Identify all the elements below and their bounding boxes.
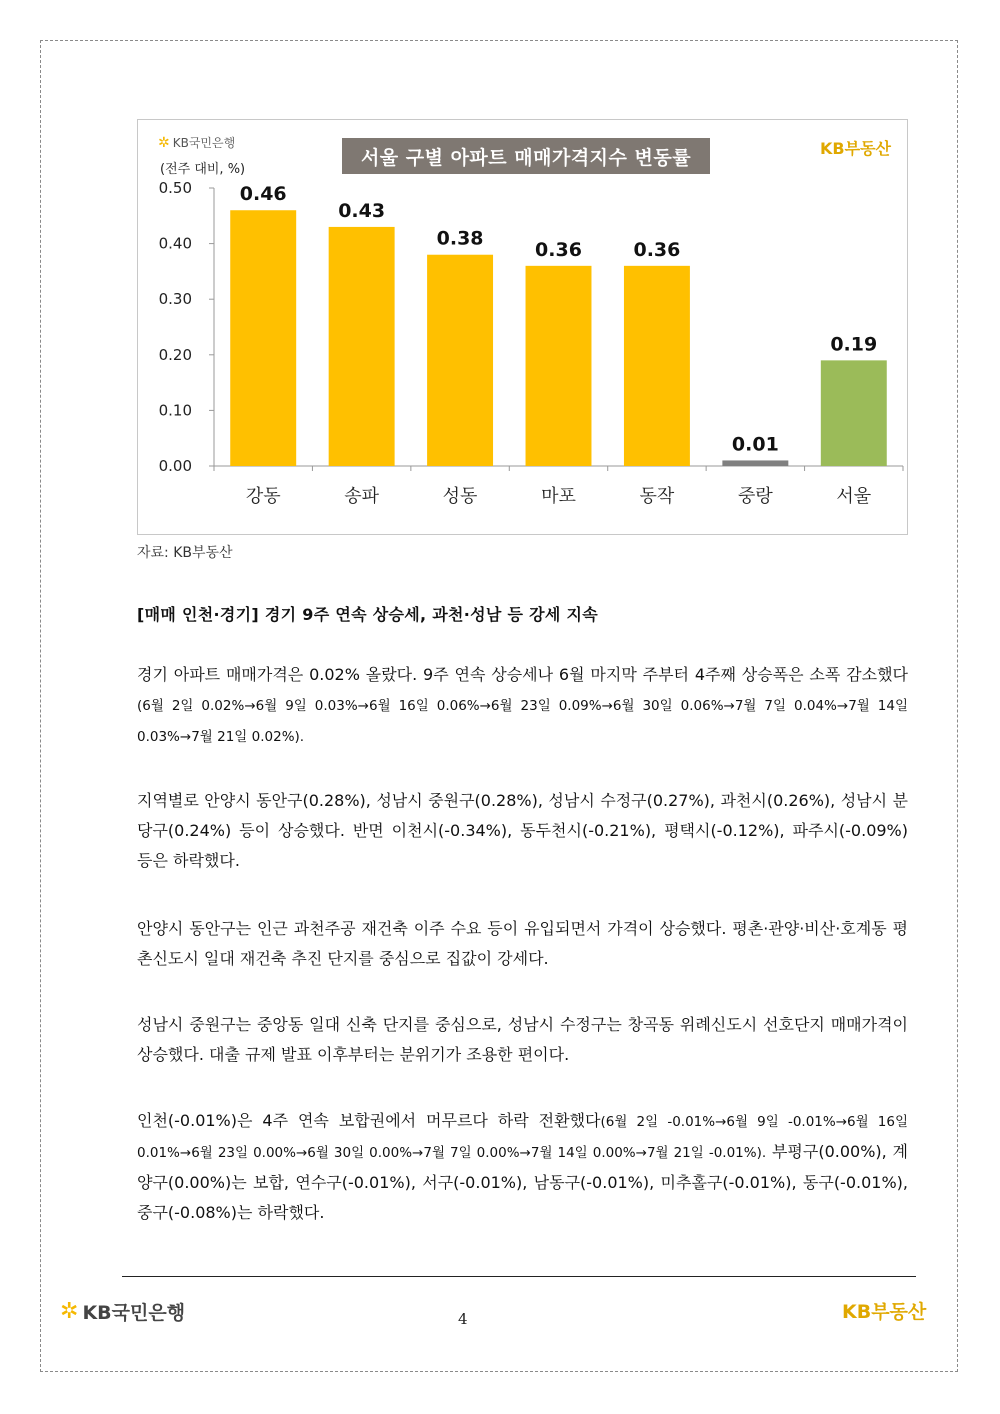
x-category-label: 강동 bbox=[245, 486, 281, 507]
x-category-label: 서울 bbox=[836, 486, 872, 507]
y-tick-label: 0.30 bbox=[158, 290, 192, 309]
x-category-label: 마포 bbox=[541, 486, 576, 507]
section-heading: [매매 인천·경기] 경기 9주 연속 상승세, 과천·성남 등 강세 지속 bbox=[137, 605, 599, 624]
footer-realty-logo: KB부동산 bbox=[842, 1301, 927, 1323]
chart-unit-label: (전주 대비, %) bbox=[160, 162, 246, 177]
footer-bank-logo-text: KB국민은행 bbox=[82, 1302, 186, 1324]
bar-value-label: 0.38 bbox=[436, 227, 484, 250]
bar bbox=[722, 460, 788, 466]
chart-realty-logo: KB부동산 bbox=[820, 139, 891, 158]
bar-value-label: 0.43 bbox=[338, 199, 386, 222]
x-category-label: 중랑 bbox=[737, 486, 773, 507]
paragraph-1-detail: (6월 2일 0.02%→6월 9일 0.03%→6월 16일 0.06%→6월 23일 0.09%→6월 30일 0.06%→7월 7일 0.04%→7월 14일 0.03%→7월 21일 0.02%). bbox=[137, 698, 908, 745]
paragraph-1 bbox=[137, 660, 908, 752]
paragraph-1-main: 경기 아파트 매매가격은 0.02% 올랐다. 9주 연속 상승세나 6월 마지막 주부터 4주째 상승폭은 소폭 감소했다 bbox=[137, 665, 908, 684]
bar bbox=[427, 255, 493, 466]
bar bbox=[329, 227, 395, 466]
bar-value-label: 0.01 bbox=[731, 433, 779, 456]
bar-chart bbox=[137, 119, 908, 535]
bar bbox=[526, 266, 592, 466]
y-tick-label: 0.00 bbox=[158, 457, 192, 475]
page-number: 4 bbox=[458, 1310, 468, 1328]
x-category-label: 성동 bbox=[442, 486, 478, 507]
bar bbox=[624, 266, 690, 466]
paragraph-5 bbox=[137, 1106, 908, 1228]
footer-divider bbox=[122, 1276, 916, 1277]
paragraph-5-main: 인천(-0.01%)은 4주 연속 보합권에서 머무르다 하락 전환했다 bbox=[137, 1111, 601, 1130]
x-category-label: 송파 bbox=[344, 486, 380, 507]
x-category-label: 동작 bbox=[639, 486, 675, 507]
chart-title: 서울 구별 아파트 매매가격지수 변동률 bbox=[342, 138, 710, 174]
paragraph-2: 지역별로 안양시 동안구(0.28%), 성남시 중원구(0.28%), 성남시 수정구(0.27%), 과천시(0.26%), 성남시 분당구(0.24%) 등이 상승했다. 반면 이천시(-0.34%), 동두천시(-0.21%), 평택시(-0.12%), 파주시(-0.09%) 등은 하락했다. bbox=[137, 791, 908, 870]
bar-value-label: 0.46 bbox=[239, 183, 287, 206]
bar-value-label: 0.36 bbox=[633, 238, 681, 261]
paragraph-3: 안양시 동안구는 인근 과천주공 재건축 이주 수요 등이 유입되면서 가격이 상승했다. 평촌·관양·비산·호계동 평촌신도시 일대 재건축 추진 단지를 중심으로 집값이 강세다. bbox=[137, 919, 908, 968]
y-tick-label: 0.20 bbox=[158, 345, 192, 364]
y-tick-label: 0.40 bbox=[158, 234, 192, 253]
y-tick-label: 0.50 bbox=[158, 179, 192, 197]
bar-value-label: 0.36 bbox=[535, 238, 582, 261]
chart-bank-logo-text: KB국민은행 bbox=[172, 136, 236, 150]
y-tick-label: 0.10 bbox=[158, 401, 192, 420]
footer-bank-logo bbox=[60, 1298, 185, 1325]
chart-svg bbox=[138, 120, 909, 536]
paragraph-4: 성남시 중원구는 중앙동 일대 신축 단지를 중심으로, 성남시 수정구는 창곡동 위례신도시 선호단지 매매가격이 상승했다. 대출 규제 발표 이후부터는 분위기가 조용한 편이다. bbox=[137, 1015, 908, 1064]
bar-value-label: 0.19 bbox=[830, 333, 878, 356]
kb-star-icon: ✲ bbox=[60, 1298, 79, 1324]
paragraph-5-tail: 부평구(0.00%), 계양구(0.00%)는 보합, 연수구(-0.01%), 서구(-0.01%), 남동구(-0.01%), 미추홀구(-0.01%), 동구(-0.01%), 중구(-0.08%)는 하락했다. bbox=[137, 1142, 908, 1222]
paragraph-5-detail: (6월 2일 -0.01%→6월 9일 -0.01%→6월 16일 0.01%→6월 23일 0.00%→6월 30일 0.00%→7월 7일 0.00%→7월 14일 0.00%→7월 21일 -0.01%). bbox=[137, 1114, 909, 1161]
bar bbox=[821, 360, 887, 466]
chart-bank-logo bbox=[158, 134, 235, 151]
kb-star-icon: ✲ bbox=[158, 134, 170, 151]
bar bbox=[230, 210, 296, 466]
chart-source: 자료: KB부동산 bbox=[137, 545, 233, 561]
